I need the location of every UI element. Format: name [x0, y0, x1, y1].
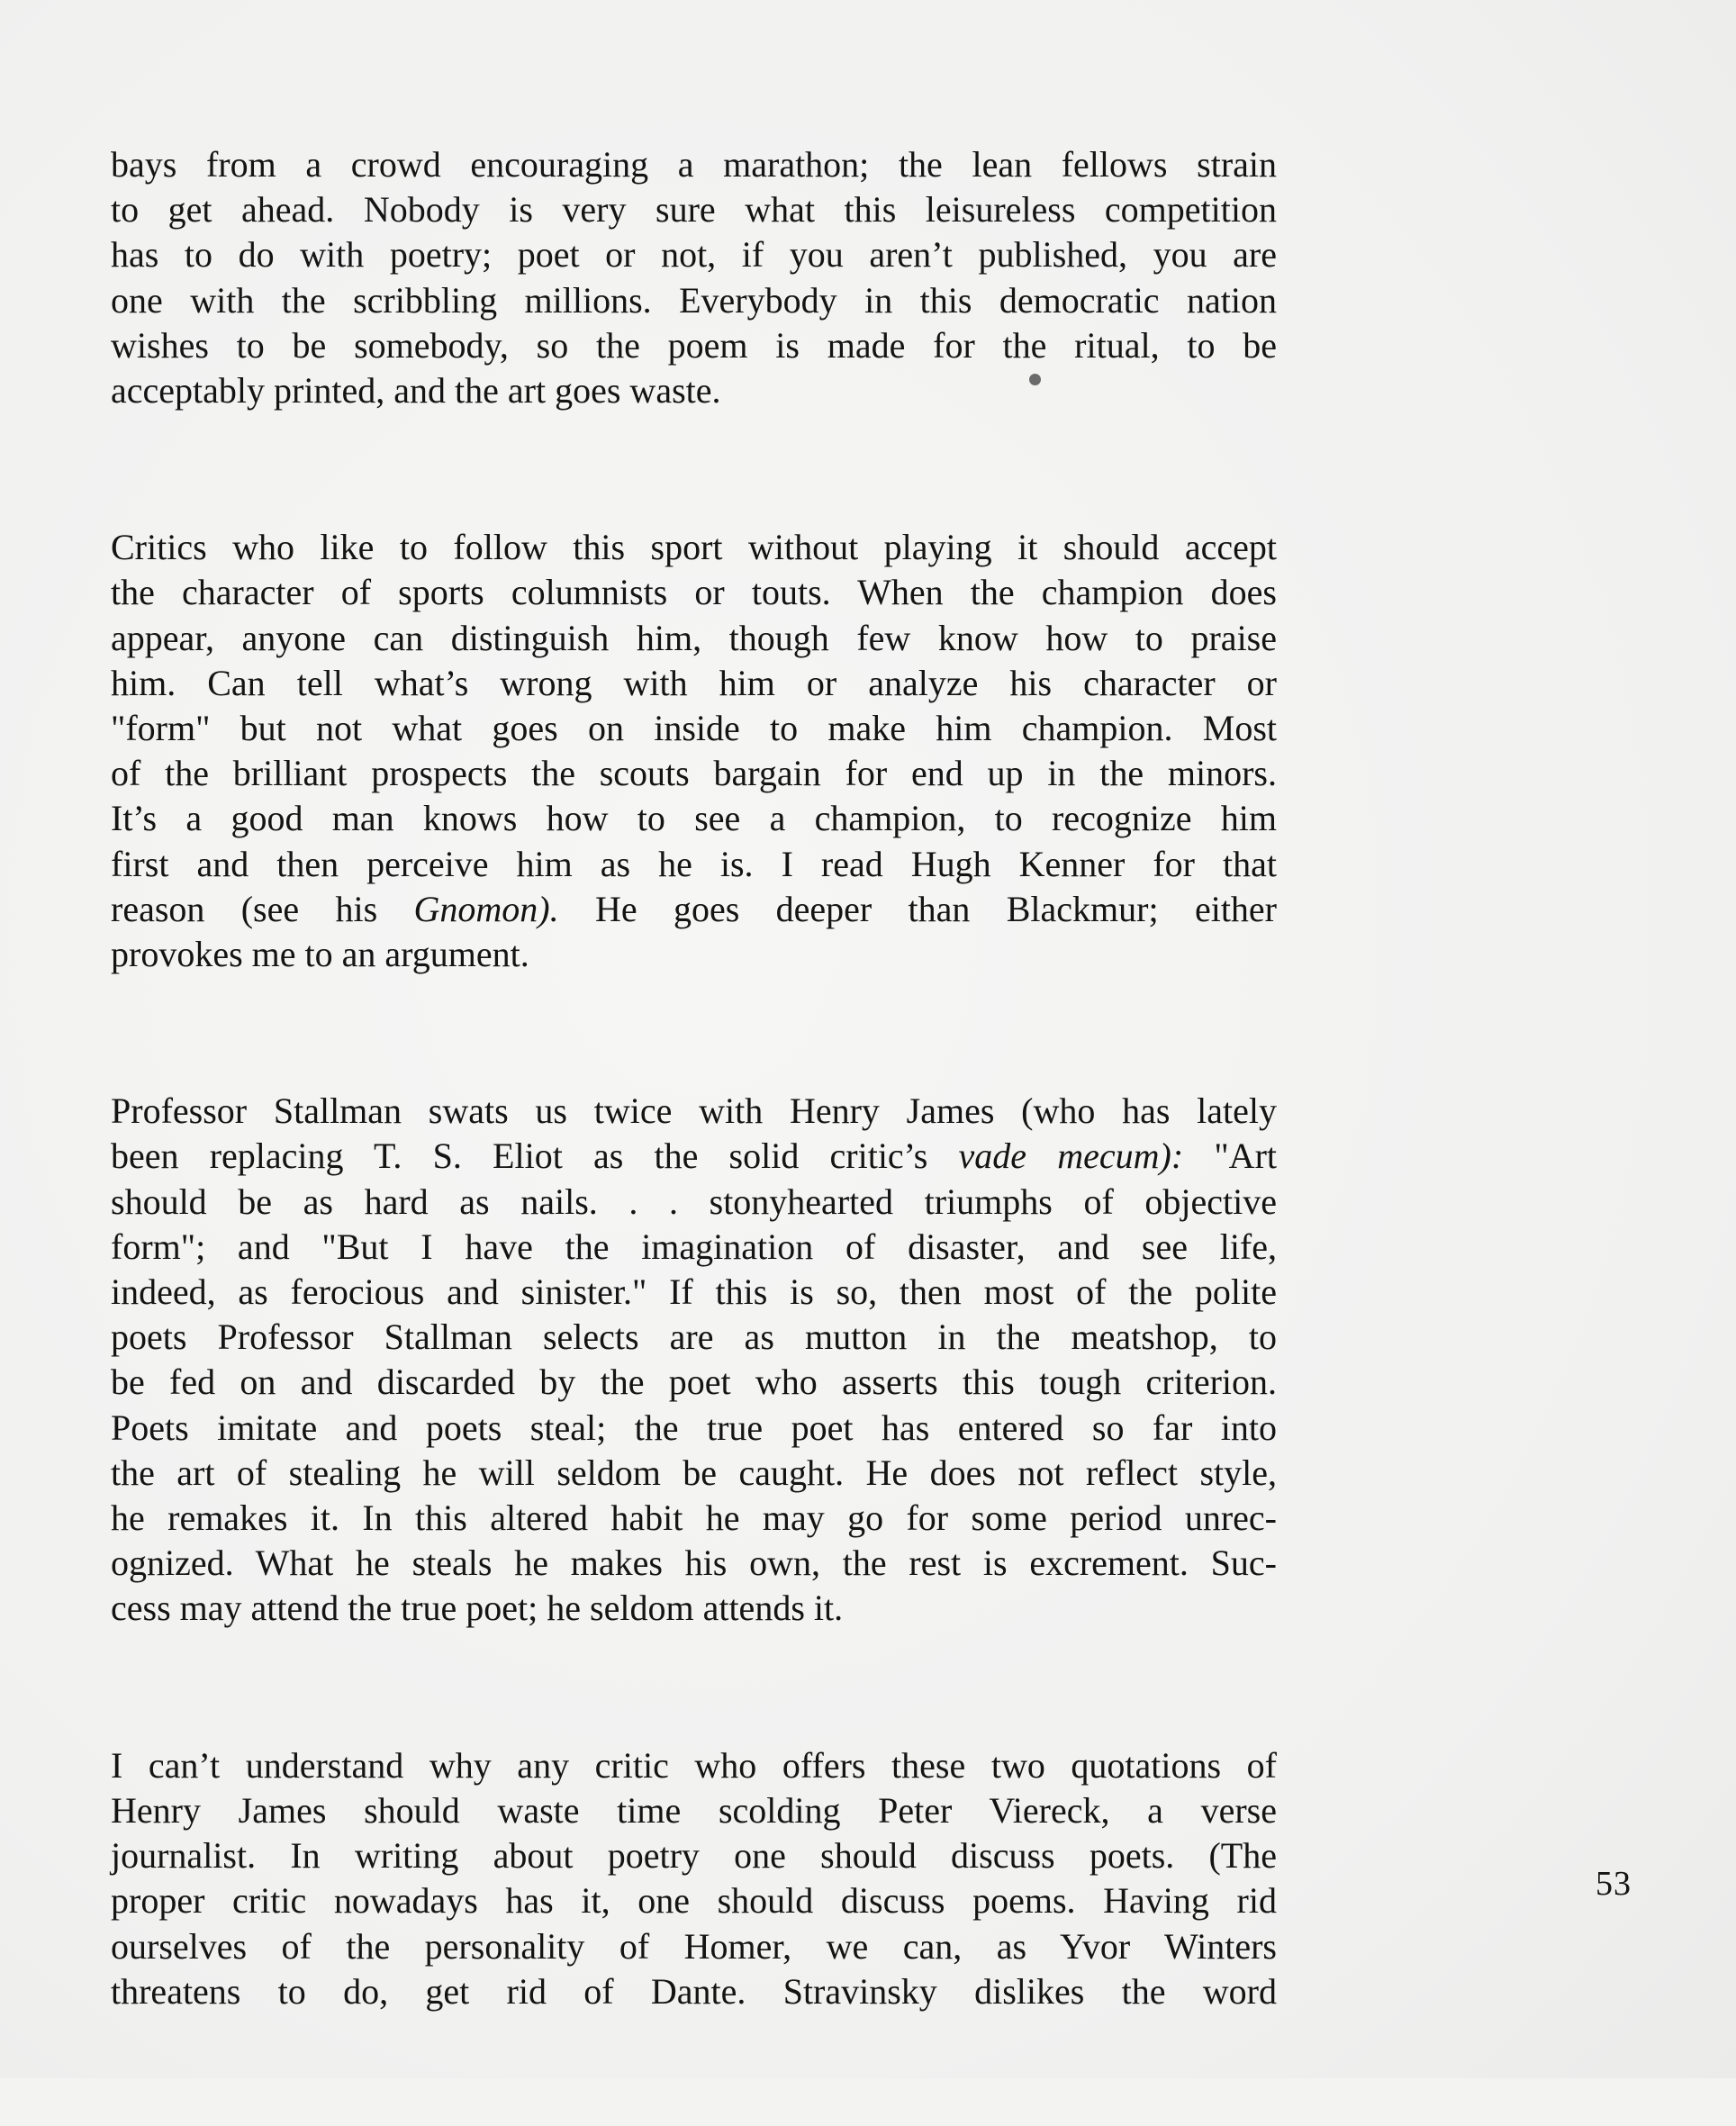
text-line: threatens to do, get rid of Dante. Stravinsky dislikes the word	[111, 1970, 1277, 2012]
text-line: should be as hard as nails. . . stonyhearted triumphs of objective	[111, 1181, 1277, 1222]
text-line: "form" but not what goes on inside to make him champion. Most	[111, 708, 1277, 749]
text-line: poets Professor Stallman selects are as mutton in the meatshop, to	[111, 1316, 1277, 1358]
text-line: first and then perceive him as he is. I read Hugh Kenner for that	[111, 843, 1277, 884]
text-line: ognized. What he steals he makes his own, the rest is excrement. Suc-	[111, 1542, 1277, 1584]
text-line: he remakes it. In this altered habit he may go for some period unrec-	[111, 1497, 1277, 1539]
text-line: Henry James should waste time scolding Peter Viereck, a verse	[111, 1789, 1277, 1831]
text-line-with-italic	[111, 1134, 1277, 1179]
text-line: him. Can tell what’s wrong with him or analyze his character or	[111, 662, 1277, 703]
text-line: to get ahead. Nobody is very sure what this leisureless competition	[111, 189, 1277, 231]
text-run: been replacing T. S. Eliot as the solid critic’s	[111, 1135, 959, 1177]
text-line: It’s a good man knows how to see a champion, to recognize him	[111, 798, 1277, 839]
text-line: one with the scribbling millions. Everybody in this democratic nation	[111, 279, 1277, 321]
text-line: be fed on and discarded by the poet who asserts this tough criterion.	[111, 1362, 1277, 1403]
text-column	[111, 142, 1277, 2126]
paragraph-2	[111, 525, 1277, 977]
text-line: journalist. In writing about poetry one should discuss poets. (The	[111, 1835, 1277, 1877]
text-line: indeed, as ferocious and sinister." If this is so, then most of the polite	[111, 1271, 1277, 1313]
latin-phrase-italic: vade mecum):	[958, 1135, 1184, 1177]
text-line: Critics who like to follow this sport without playing it should accept	[111, 527, 1277, 568]
text-line: appear, anyone can distinguish him, though few know how to praise	[111, 617, 1277, 658]
text-line: wishes to be somebody, so the poem is made for the ritual, to be	[111, 324, 1277, 366]
text-line: the art of stealing he will seldom be caught. He does not reflect style,	[111, 1452, 1277, 1493]
text-line: has to do with poetry; poet or not, if you aren’t published, you are	[111, 234, 1277, 276]
text-run: "Art	[1183, 1135, 1278, 1177]
text-line: Professor Stallman swats us twice with Henry James (who has lately	[111, 1090, 1277, 1132]
text-line: acceptably printed, and the art goes waste.	[111, 370, 721, 412]
text-line: bays from a crowd encouraging a marathon; the lean fellows strain	[111, 144, 1277, 185]
text-line: of the brilliant prospects the scouts bargain for end up in the minors.	[111, 753, 1277, 794]
text-line: cess may attend the true poet; he seldom attends it.	[111, 1588, 844, 1629]
text-line: I can’t understand why any critic who offers these two quotations of	[111, 1744, 1277, 1786]
text-line: provokes me to an argument.	[111, 934, 529, 975]
text-line: Poets imitate and poets steal; the true poet has entered so far into	[111, 1407, 1277, 1448]
book-title-italic: Gnomon).	[413, 888, 559, 929]
text-line: the character of sports columnists or touts. When the champion does	[111, 572, 1277, 613]
text-line: ourselves of the personality of Homer, we can, as Yvor Winters	[111, 1925, 1277, 1967]
paragraph-4	[111, 1743, 1277, 2014]
text-run: He goes deeper than Blackmur; either	[558, 888, 1278, 929]
paragraph-3	[111, 1089, 1277, 1631]
text-line: proper critic nowadays has it, one should discuss poems. Having rid	[111, 1880, 1277, 1922]
text-line: form"; and "But I have the imagination of disaster, and see life,	[111, 1226, 1277, 1267]
ink-speck	[1029, 374, 1041, 385]
text-line-with-italic	[111, 887, 1277, 932]
text-run: reason (see his	[111, 888, 414, 929]
paragraph-1	[111, 142, 1277, 413]
page-number: 53	[1596, 1865, 1632, 1903]
